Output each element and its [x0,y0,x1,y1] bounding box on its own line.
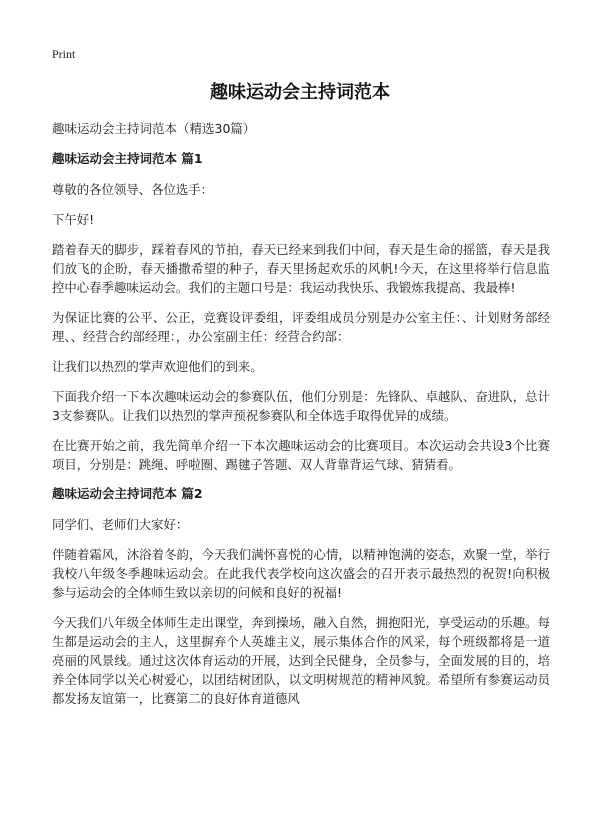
section-1 [52,150,550,474]
section-2 [52,485,550,708]
paragraph: 踏着春天的脚步，踩着春风的节拍，春天已经来到我们中间，春天是生命的摇篮，春天是我们放飞的企盼，春天播撒希望的种子，春天里扬起欢乐的风帆!今天，在这里将举行信息监控中心春季趣味运动会。我们的主题口号是：我运动我快乐、我锻炼我提高、我最棒! [52,242,550,295]
paragraph: 在比赛开始之前，我先简单介绍一下本次趣味运动会的比赛项目。本次运动会共设3个比赛项目，分别是：跳绳、呼啦圈、踢毽子答题、双人背靠背运气球、猜猜看。 [52,438,550,472]
section-heading: 趣味运动会主持词范本 篇2 [52,486,203,501]
document-subtitle: 趣味运动会主持词范本（精选30篇） [52,121,256,136]
paragraph: 尊敬的各位领导、各位选手： [52,182,214,197]
paragraph: 同学们、老师们大家好： [52,517,189,532]
document-body [52,120,550,719]
paragraph: 下面我介绍一下本次趣味运动会的参赛队伍，他们分别是：先锋队、卓越队、奋进队，总计3支参赛队。让我们以热烈的掌声预祝参赛队和全体选手取得优异的成绩。 [52,389,550,423]
paragraph: 为保证比赛的公平、公正，竞赛设评委组，评委组成员分别是办公室主任：、计划财务部经理、、经营合约部经理：，办公室副主任：经营合约部： [52,310,550,344]
paragraph: 伴随着霜风，沐浴着冬韵，今天我们满怀喜悦的心情，以精神饱满的姿态，欢聚一堂，举行我校八年级冬季趣味运动会。在此我代表学校向这次盛会的召开表示最热烈的祝贺!向积极参与运动会的全体师生致以亲切的问候和良好的祝福! [52,547,550,600]
paragraph: 今天我们八年级全体师生走出课堂，奔到操场，融入自然，拥抱阳光，享受运动的乐趣。每生都是运动会的主人，这里摒弃个人英雄主义，展示集体合作的风采，每个班级都将是一道亮丽的风景线。通过这次体育运动的开展，达到全民健身，全员参与，全面发展的目的，培养全体同学以关心树爱心，以团结树团队，以文明树规范的精神风貌。希望所有参赛运动员都发扬友谊第一，比赛第二的良好体育道德风 [52,615,550,706]
document-title: 趣味运动会主持词范本 [210,82,390,103]
print-label[interactable]: Print [52,47,76,61]
paragraph: 下午好! [52,212,95,227]
paragraph: 让我们以热烈的掌声欢迎他们的到来。 [52,359,263,374]
section-heading: 趣味运动会主持词范本 篇1 [52,151,203,166]
